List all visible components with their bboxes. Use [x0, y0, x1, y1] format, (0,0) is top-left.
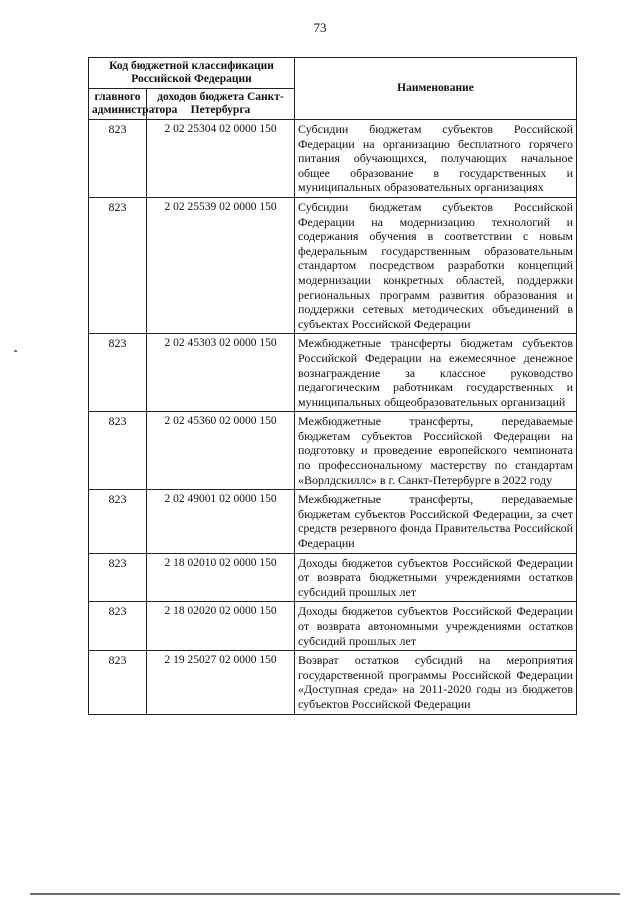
admin-code-cell: 823: [89, 602, 147, 651]
income-code-cell: 2 02 45303 02 0000 150: [147, 334, 295, 412]
page-number: 73: [313, 20, 327, 35]
admin-code-cell: 823: [89, 197, 147, 333]
admin-code-cell: 823: [89, 120, 147, 198]
table-row: [89, 197, 577, 333]
table-row: [89, 602, 577, 651]
name-cell: Межбюджетные трансферты, передаваемые бюджетам субъектов Российской Федерации, за счет средств резервного фонда Правительства Российской Федерации: [295, 490, 577, 553]
header-admin-cell: главного администратора: [89, 89, 147, 120]
table-row: [89, 553, 577, 602]
header-name-cell: Наименование: [295, 58, 577, 120]
name-cell: Субсидии бюджетам субъектов Российской Федерации на организацию бесплатного горячего питания обучающихся, получающих начальное общее образование в государственных и муниципальных образовательных организациях: [295, 120, 577, 198]
table-row: [89, 334, 577, 412]
scan-artifact-mark: [14, 350, 17, 352]
income-code-cell: 2 02 25539 02 0000 150: [147, 197, 295, 333]
income-code-cell: 2 02 45360 02 0000 150: [147, 412, 295, 490]
name-cell: Субсидии бюджетам субъектов Российской Федерации на модернизацию технологий и содержания обучения в соответствии с новым федеральным государственным образовательным стандартом посредством разработки концепций модернизации конкретных областей, поддержки региональных программ развития образования и поддержки сетевых методических объединений в субъектах Российской Федерации: [295, 197, 577, 333]
table-row: [89, 490, 577, 553]
name-cell: Межбюджетные трансферты бюджетам субъектов Российской Федерации на ежемесячное денежное вознаграждение за классное руководство педагогическим работникам государственных и муниципальных общеобразовательных организаций: [295, 334, 577, 412]
income-code-cell: 2 18 02010 02 0000 150: [147, 553, 295, 602]
name-cell: Возврат остатков субсидий на мероприятия государственной программы Российской Федерации «Доступная среда» на 2011-2020 годы из бюджетов субъектов Российской Федерации: [295, 651, 577, 714]
name-cell: Доходы бюджетов субъектов Российской Федерации от возврата автономными учреждениями остатков субсидий прошлых лет: [295, 602, 577, 651]
income-code-cell: 2 19 25027 02 0000 150: [147, 651, 295, 714]
table-row: [89, 120, 577, 198]
header-code-cell: доходов бюджета Санкт-Петербурга: [147, 89, 295, 120]
admin-code-cell: 823: [89, 651, 147, 714]
budget-classification-table: [88, 57, 577, 715]
admin-code-cell: 823: [89, 412, 147, 490]
table-row: [89, 651, 577, 714]
scan-bottom-edge-line: [30, 893, 620, 895]
admin-code-cell: 823: [89, 490, 147, 553]
income-code-cell: 2 02 25304 02 0000 150: [147, 120, 295, 198]
admin-code-cell: 823: [89, 553, 147, 602]
income-code-cell: 2 02 49001 02 0000 150: [147, 490, 295, 553]
admin-code-cell: 823: [89, 334, 147, 412]
income-code-cell: 2 18 02020 02 0000 150: [147, 602, 295, 651]
table-row: [89, 412, 577, 490]
name-cell: Межбюджетные трансферты, передаваемые бюджетам субъектов Российской Федерации на подготовку и проведение европейского чемпионата по профессиональному мастерству по стандартам «Ворлдскиллс» в г. Санкт-Петербурге в 2022 году: [295, 412, 577, 490]
header-group-cell: Код бюджетной классификации Российской Федерации: [89, 58, 295, 89]
header-row-group: [89, 58, 577, 89]
name-cell: Доходы бюджетов субъектов Российской Федерации от возврата бюджетными учреждениями остатков субсидий прошлых лет: [295, 553, 577, 602]
